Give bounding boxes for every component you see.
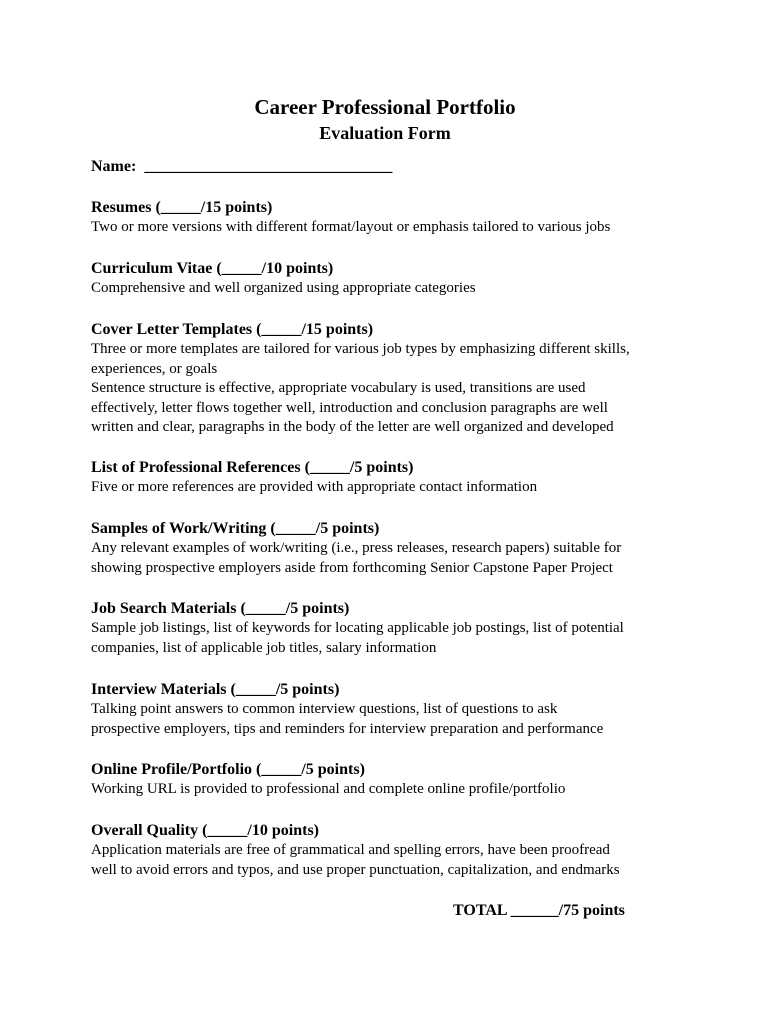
total-score: TOTAL ______/75 points [453,902,625,919]
section-text: Any relevant examples of work/writing (i.e., press releases, research papers) suitable for [91,540,622,556]
section-text: well to avoid errors and typos, and use proper punctuation, capitalization, and endmarks [91,861,620,878]
section-heading: Overall Quality (_____/10 points) [91,822,319,839]
section-heading: Job Search Materials (_____/5 points) [91,600,350,617]
section-text: Application materials are free of grammatical and spelling errors, have been proofread [91,842,610,858]
section-heading: Curriculum Vitae (_____/10 points) [91,260,334,277]
section-online-profile [91,760,691,800]
section-heading: List of Professional References (_____/5 points) [91,459,414,476]
section-text: effectively, letter flows together well, introduction and conclusion paragraphs are well [91,399,608,416]
section-cover-letter-templates [91,320,691,438]
section-interview-materials [91,680,691,739]
section-text: showing prospective employers aside from forthcoming Senior Capstone Paper Project [91,559,613,576]
section-text: Working URL is provided to professional and complete online profile/portfolio [91,781,566,797]
name-field: Name: _______________________________ [91,158,393,175]
document-subtitle: Evaluation Form [319,123,451,143]
section-text: Five or more references are provided with appropriate contact information [91,479,538,495]
section-heading: Online Profile/Portfolio (_____/5 points) [91,761,365,778]
section-text: companies, list of applicable job titles, salary information [91,639,437,656]
section-heading: Interview Materials (_____/5 points) [91,681,340,698]
section-text: Comprehensive and well organized using appropriate categories [91,280,476,296]
section-samples-of-work [91,519,691,578]
section-text: Talking point answers to common interview questions, list of questions to ask [91,701,558,717]
section-heading: Cover Letter Templates (_____/15 points) [91,321,374,338]
section-job-search-materials [91,599,691,658]
section-curriculum-vitae [91,259,691,299]
section-text: Sentence structure is effective, appropriate vocabulary is used, transitions are used [91,380,586,396]
section-heading: Samples of Work/Writing (_____/5 points) [91,520,380,537]
section-overall-quality [91,821,691,880]
section-text: Three or more templates are tailored for various job types by emphasizing different skills, [91,341,630,357]
document-title: Career Professional Portfolio [254,95,516,119]
section-heading: Resumes (_____/15 points) [91,199,273,216]
section-text: prospective employers, tips and reminders for interview preparation and performance [91,720,604,737]
section-text: Sample job listings, list of keywords for locating applicable job postings, list of potential [91,620,624,636]
section-text: written and clear, paragraphs in the body of the letter are well organized and developed [91,419,614,435]
section-text: Two or more versions with different format/layout or emphasis tailored to various jobs [91,219,611,235]
section-professional-references [91,458,691,498]
section-text: experiences, or goals [91,360,218,377]
section-resumes [91,198,691,238]
